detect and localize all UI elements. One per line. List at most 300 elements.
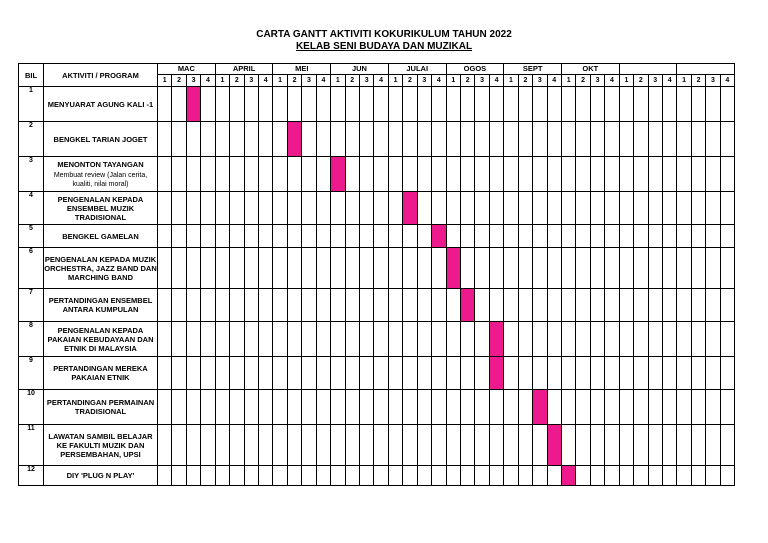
week-cell (273, 357, 287, 390)
week-cell (432, 390, 446, 425)
week-cell (561, 289, 575, 322)
week-cell (287, 289, 301, 322)
week-cell (172, 122, 186, 157)
week-cell (172, 425, 186, 466)
week-cell (331, 192, 345, 225)
week-cell (590, 425, 604, 466)
activity-name: BENGKEL GAMELAN (62, 231, 139, 241)
activity-number: 8 (19, 322, 44, 357)
week-cell (258, 122, 272, 157)
week-cell (331, 425, 345, 466)
week-cell (547, 289, 561, 322)
week-cell (403, 225, 417, 248)
week-cell (619, 122, 633, 157)
week-header: 2 (345, 75, 359, 87)
week-cell (359, 289, 373, 322)
week-cell (518, 357, 532, 390)
activity-name: BENGKEL TARIAN JOGET (53, 134, 148, 144)
week-cell (172, 466, 186, 486)
week-cell (576, 322, 590, 357)
week-cell (244, 192, 258, 225)
week-cell (446, 425, 460, 466)
week-cell (388, 192, 402, 225)
week-cell (403, 466, 417, 486)
week-cell (561, 425, 575, 466)
week-cell (634, 122, 648, 157)
week-cell (720, 357, 734, 390)
week-header: 3 (648, 75, 662, 87)
week-cell (403, 157, 417, 192)
week-header: 3 (302, 75, 316, 87)
week-cell (605, 322, 619, 357)
week-cell (186, 390, 200, 425)
week-cell (201, 357, 215, 390)
week-cell (446, 390, 460, 425)
week-header: 1 (215, 75, 229, 87)
week-header: 1 (446, 75, 460, 87)
week-cell (374, 192, 388, 225)
week-cell (417, 192, 431, 225)
week-cell (576, 87, 590, 122)
week-cell (186, 322, 200, 357)
week-cell (504, 192, 518, 225)
week-cell (359, 157, 373, 192)
week-cell (230, 87, 244, 122)
week-cell (345, 225, 359, 248)
week-cell (215, 225, 229, 248)
week-cell (201, 157, 215, 192)
week-cell (417, 157, 431, 192)
week-cell (374, 357, 388, 390)
week-cell (432, 289, 446, 322)
week-cell (547, 225, 561, 248)
week-cell (634, 425, 648, 466)
week-cell (345, 466, 359, 486)
activity-name-cell (44, 466, 158, 486)
week-cell (561, 192, 575, 225)
schedule-bar (561, 466, 575, 486)
week-cell (230, 466, 244, 486)
week-cell (648, 122, 662, 157)
week-cell (273, 322, 287, 357)
week-cell (460, 248, 474, 289)
week-cell (403, 122, 417, 157)
week-cell (561, 357, 575, 390)
week-cell (504, 122, 518, 157)
week-cell (403, 390, 417, 425)
week-cell (547, 192, 561, 225)
activity-number: 12 (19, 466, 44, 486)
week-cell (561, 248, 575, 289)
week-cell (172, 192, 186, 225)
week-cell (475, 87, 489, 122)
month-header: SEPT (504, 64, 562, 75)
week-cell (432, 248, 446, 289)
week-cell (432, 466, 446, 486)
week-cell (388, 122, 402, 157)
week-cell (475, 322, 489, 357)
week-cell (302, 248, 316, 289)
week-cell (244, 390, 258, 425)
week-cell (417, 225, 431, 248)
week-cell (230, 192, 244, 225)
week-cell (359, 390, 373, 425)
week-cell (258, 192, 272, 225)
week-cell (634, 390, 648, 425)
month-header: APRIL (215, 64, 273, 75)
week-cell (648, 390, 662, 425)
week-cell (533, 87, 547, 122)
week-cell (359, 225, 373, 248)
activity-number: 4 (19, 192, 44, 225)
week-cell (460, 87, 474, 122)
week-cell (316, 466, 330, 486)
week-cell (403, 357, 417, 390)
week-cell (475, 122, 489, 157)
activity-name-cell (44, 289, 158, 322)
week-cell (460, 357, 474, 390)
month-header: OGOS (446, 64, 504, 75)
schedule-bar (331, 157, 345, 192)
week-cell (576, 157, 590, 192)
week-cell (662, 425, 676, 466)
week-cell (475, 390, 489, 425)
month-header: MEI (273, 64, 331, 75)
week-cell (504, 157, 518, 192)
week-cell (662, 225, 676, 248)
schedule-bar (489, 357, 503, 390)
week-cell (417, 466, 431, 486)
week-cell (302, 225, 316, 248)
activity-number: 3 (19, 157, 44, 192)
week-cell (172, 157, 186, 192)
week-cell (605, 192, 619, 225)
week-cell (648, 357, 662, 390)
week-cell (547, 157, 561, 192)
week-cell (215, 357, 229, 390)
week-cell (287, 322, 301, 357)
week-cell (201, 225, 215, 248)
activity-name: LAWATAN SAMBIL BELAJAR KE FAKULTI MUZIK DAN PERSEMBAHAN, UPSI (48, 431, 153, 459)
week-cell (489, 248, 503, 289)
week-cell (691, 157, 705, 192)
week-cell (605, 122, 619, 157)
week-cell (417, 357, 431, 390)
week-cell (215, 322, 229, 357)
week-cell (230, 289, 244, 322)
week-cell (345, 322, 359, 357)
week-cell (691, 122, 705, 157)
week-cell (677, 425, 691, 466)
week-cell (720, 157, 734, 192)
week-cell (316, 390, 330, 425)
week-cell (605, 87, 619, 122)
week-cell (331, 225, 345, 248)
week-cell (158, 466, 172, 486)
week-cell (706, 157, 720, 192)
week-header: 4 (662, 75, 676, 87)
week-cell (533, 122, 547, 157)
week-cell (230, 122, 244, 157)
week-cell (287, 390, 301, 425)
schedule-bar (533, 390, 547, 425)
week-cell (388, 466, 402, 486)
week-cell (677, 157, 691, 192)
activity-name-cell (44, 425, 158, 466)
week-cell (504, 425, 518, 466)
week-header: 4 (374, 75, 388, 87)
week-cell (504, 357, 518, 390)
chart-title: CARTA GANTT AKTIVITI KOKURIKULUM TAHUN 2022 (256, 29, 512, 40)
week-cell (489, 225, 503, 248)
week-cell (720, 248, 734, 289)
week-cell (475, 289, 489, 322)
week-cell (230, 357, 244, 390)
week-cell (417, 87, 431, 122)
week-cell (576, 192, 590, 225)
week-cell (345, 357, 359, 390)
activity-row (19, 425, 735, 466)
week-cell (258, 466, 272, 486)
week-cell (230, 225, 244, 248)
week-cell (561, 122, 575, 157)
week-cell (634, 466, 648, 486)
activity-row (19, 87, 735, 122)
week-cell (359, 425, 373, 466)
month-header: OKT (561, 64, 619, 75)
activity-name-cell (44, 322, 158, 357)
week-cell (533, 248, 547, 289)
week-cell (533, 157, 547, 192)
week-cell (619, 87, 633, 122)
month-header: JULAI (388, 64, 446, 75)
week-cell (561, 322, 575, 357)
week-cell (345, 425, 359, 466)
week-cell (547, 357, 561, 390)
week-cell (201, 192, 215, 225)
week-cell (504, 87, 518, 122)
month-header: MAC (158, 64, 216, 75)
week-cell (359, 192, 373, 225)
week-cell (691, 390, 705, 425)
activity-name: MENONTON TAYANGAN (57, 159, 144, 169)
week-header: 1 (158, 75, 172, 87)
week-cell (273, 390, 287, 425)
week-cell (287, 466, 301, 486)
week-cell (374, 122, 388, 157)
week-cell (345, 122, 359, 157)
week-cell (518, 122, 532, 157)
week-cell (706, 390, 720, 425)
week-header: 3 (359, 75, 373, 87)
activity-name: PERTANDINGAN ENSEMBEL ANTARA KUMPULAN (48, 296, 153, 314)
week-cell (215, 289, 229, 322)
week-cell (345, 87, 359, 122)
week-cell (244, 425, 258, 466)
week-cell (605, 157, 619, 192)
week-cell (576, 425, 590, 466)
week-cell (244, 87, 258, 122)
activity-name: PENGENALAN KEPADA MUZIK ORCHESTRA, JAZZ BAND DAN MARCHING BAND (44, 254, 157, 282)
week-cell (706, 289, 720, 322)
week-cell (345, 157, 359, 192)
week-cell (215, 157, 229, 192)
week-cell (158, 157, 172, 192)
week-cell (460, 390, 474, 425)
week-cell (619, 225, 633, 248)
activity-row (19, 192, 735, 225)
week-cell (590, 466, 604, 486)
week-cell (403, 322, 417, 357)
week-cell (590, 122, 604, 157)
week-cell (634, 192, 648, 225)
week-cell (359, 357, 373, 390)
week-cell (662, 157, 676, 192)
week-cell (374, 322, 388, 357)
week-cell (590, 248, 604, 289)
week-cell (706, 425, 720, 466)
week-cell (374, 425, 388, 466)
week-cell (547, 248, 561, 289)
week-cell (677, 248, 691, 289)
week-cell (417, 322, 431, 357)
activity-row (19, 225, 735, 248)
header-bil: BIL (19, 64, 44, 87)
week-cell (648, 425, 662, 466)
week-cell (720, 322, 734, 357)
week-cell (720, 192, 734, 225)
week-cell (374, 157, 388, 192)
schedule-bar (432, 225, 446, 248)
week-cell (460, 157, 474, 192)
week-cell (273, 248, 287, 289)
schedule-bar (446, 248, 460, 289)
week-cell (258, 425, 272, 466)
week-cell (273, 225, 287, 248)
week-cell (215, 425, 229, 466)
week-header: 2 (634, 75, 648, 87)
week-cell (244, 466, 258, 486)
week-cell (388, 322, 402, 357)
week-cell (244, 248, 258, 289)
week-header: 4 (316, 75, 330, 87)
week-header: 1 (619, 75, 633, 87)
week-cell (720, 87, 734, 122)
week-cell (302, 390, 316, 425)
week-cell (215, 122, 229, 157)
week-cell (359, 122, 373, 157)
week-cell (605, 425, 619, 466)
week-cell (345, 289, 359, 322)
week-cell (273, 157, 287, 192)
week-cell (201, 390, 215, 425)
week-cell (374, 289, 388, 322)
week-cell (590, 87, 604, 122)
week-cell (331, 466, 345, 486)
week-cell (417, 390, 431, 425)
week-cell (172, 357, 186, 390)
week-header: 1 (388, 75, 402, 87)
week-cell (331, 87, 345, 122)
week-cell (691, 87, 705, 122)
week-cell (460, 425, 474, 466)
week-cell (648, 225, 662, 248)
activity-number: 5 (19, 225, 44, 248)
week-cell (388, 87, 402, 122)
week-cell (475, 248, 489, 289)
week-cell (432, 122, 446, 157)
week-cell (258, 248, 272, 289)
week-cell (489, 87, 503, 122)
week-cell (634, 225, 648, 248)
week-cell (302, 122, 316, 157)
week-cell (158, 390, 172, 425)
week-cell (186, 248, 200, 289)
week-cell (316, 225, 330, 248)
week-cell (432, 425, 446, 466)
week-cell (590, 289, 604, 322)
week-cell (504, 289, 518, 322)
activity-name-cell (44, 87, 158, 122)
week-cell (590, 357, 604, 390)
week-cell (302, 425, 316, 466)
week-cell (720, 390, 734, 425)
week-cell (533, 466, 547, 486)
month-header (619, 64, 677, 75)
week-cell (388, 225, 402, 248)
week-cell (230, 390, 244, 425)
week-cell (302, 192, 316, 225)
week-header: 4 (720, 75, 734, 87)
week-cell (230, 157, 244, 192)
week-cell (403, 87, 417, 122)
week-cell (677, 357, 691, 390)
week-cell (258, 87, 272, 122)
week-cell (619, 289, 633, 322)
activity-number: 6 (19, 248, 44, 289)
activity-number: 9 (19, 357, 44, 390)
week-cell (504, 322, 518, 357)
week-cell (504, 248, 518, 289)
week-header: 3 (244, 75, 258, 87)
week-cell (273, 289, 287, 322)
week-cell (504, 390, 518, 425)
week-cell (533, 357, 547, 390)
week-cell (158, 357, 172, 390)
week-cell (201, 248, 215, 289)
week-cell (677, 289, 691, 322)
week-cell (533, 425, 547, 466)
activity-name: PERTANDINGAN PERMAINAN TRADISIONAL (46, 398, 155, 416)
week-cell (417, 289, 431, 322)
week-header: 2 (460, 75, 474, 87)
week-cell (460, 122, 474, 157)
week-header: 3 (590, 75, 604, 87)
week-cell (172, 87, 186, 122)
week-cell (287, 87, 301, 122)
week-cell (605, 225, 619, 248)
week-cell (460, 322, 474, 357)
activity-row (19, 466, 735, 486)
week-cell (561, 390, 575, 425)
week-cell (230, 248, 244, 289)
week-cell (720, 122, 734, 157)
week-cell (446, 357, 460, 390)
week-header: 1 (273, 75, 287, 87)
week-cell (302, 157, 316, 192)
week-cell (518, 425, 532, 466)
week-cell (244, 225, 258, 248)
